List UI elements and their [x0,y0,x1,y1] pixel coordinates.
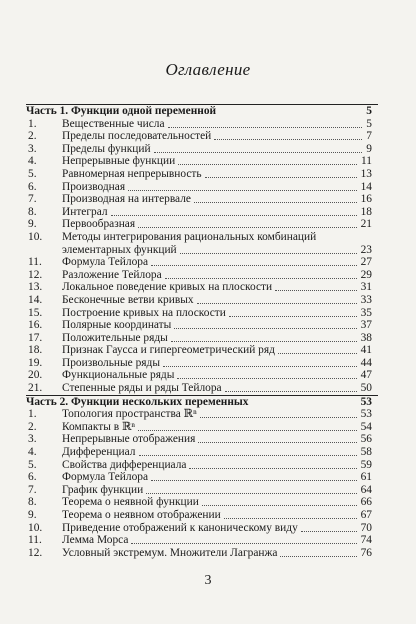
part-page: 53 [360,395,372,408]
entry-title: Степенные ряды и ряды Тейлора [62,382,222,395]
entry-number: 8. [28,496,37,509]
page-title: Оглавление [165,60,251,79]
entry-number: 6. [28,471,37,484]
entry-number: 3. [28,433,37,446]
page-number: 3 [204,573,212,588]
dot-leader [128,190,357,191]
toc-entry [26,168,378,181]
toc-entry [26,332,378,345]
part-page: 5 [366,105,372,117]
entry-page: 13 [360,167,372,180]
toc-entry [26,294,378,307]
entry-page: 23 [360,243,372,256]
entry-number: 2. [28,130,37,143]
entry-number: 11. [28,534,42,547]
entry-page: 31 [360,281,372,294]
entry-page: 76 [360,546,372,559]
toc-entry [26,181,378,194]
entry-title: График функции [62,483,144,496]
entry-page: 14 [360,180,372,193]
toc-entry [26,471,378,484]
entry-page: 61 [360,471,372,484]
entry-page: 59 [360,458,372,471]
entry-number: 6. [28,180,37,193]
entry-number: 12. [28,546,43,559]
entry-title: Равномерная непрерывность [62,167,202,180]
dot-leader [180,253,357,254]
entry-title: Функциональные ряды [62,369,175,382]
toc-entry [26,193,378,206]
dot-leader [229,316,357,317]
entry-title: Приведение отображений к каноническому виду [62,521,298,534]
table-of-contents [26,104,378,559]
entry-number: 1. [28,408,37,421]
dot-leader [154,152,363,153]
toc-entry [26,231,378,256]
toc-entry [26,433,378,446]
entry-title: Локальное поведение кривых на плоскости [62,281,273,294]
entry-title: Условный экстремум. Множители Лагранжа [62,546,278,559]
dot-leader [151,480,357,481]
entry-title: Вещественные числа [62,117,165,130]
entry-page: 33 [360,293,372,306]
toc-entry [26,357,378,370]
entry-number: 13. [28,281,43,294]
entry-page: 53 [360,408,372,421]
entry-page: 47 [360,369,372,382]
dot-leader [214,139,362,140]
toc-entry [26,344,378,357]
entry-title: Первообразная [62,218,136,231]
entry-page: 9 [366,142,372,155]
entry-number: 1. [28,117,37,130]
toc-entry [26,218,378,231]
toc-entry [26,143,378,156]
entry-page: 74 [360,534,372,547]
entry-title: Свойства дифференциала [62,458,187,471]
dot-leader [171,341,357,342]
entry-title: Признак Гаусса и гипергеометрический ряд [62,344,275,357]
part-title: Часть 2. Функции нескольких переменных [26,395,249,408]
dot-leader [138,227,357,228]
dot-leader [200,417,357,418]
entry-title: Производная на интервале [62,193,191,206]
dot-leader [280,556,356,557]
entry-title: Теорема о неявной функции [62,496,199,509]
toc-entry [26,155,378,168]
entry-title: Непрерывные отображения [62,433,196,446]
entry-title: Производная [62,180,126,193]
entry-page: 18 [360,205,372,218]
toc-entry [26,421,378,434]
part-title: Часть 1. Функции одной переменной [26,105,217,117]
entry-title: Положительные ряды [62,331,168,344]
entry-number: 7. [28,483,37,496]
dot-leader [202,505,357,506]
entry-number: 9. [28,509,37,521]
entry-page: 54 [360,420,372,433]
entry-number: 2. [28,420,37,433]
entry-title: Лемма Морса [62,534,129,547]
dot-leader [197,303,357,304]
entry-page: 64 [360,483,372,496]
entry-title: Построение кривых на плоскости [62,306,226,319]
dot-leader [205,177,357,178]
entry-number: 10. [28,230,43,243]
entry-title: Полярные координаты [62,319,172,332]
entry-title: Непрерывные функции [62,155,176,168]
dot-leader [165,278,357,279]
entry-title: Интеграл [62,205,108,218]
dot-leader [111,215,357,216]
part-heading [26,396,378,409]
entry-title: Формула Тейлора [62,471,149,484]
dot-leader [151,265,357,266]
dot-leader [177,378,356,379]
toc-entry [26,408,378,421]
entry-page: 44 [360,356,372,369]
entry-page: 56 [360,433,372,446]
entry-number: 17. [28,331,43,344]
toc-entry [26,382,378,395]
entry-number: 10. [28,521,43,534]
entry-number: 14. [28,293,43,306]
entry-number: 7. [28,193,37,206]
entry-number: 12. [28,268,43,281]
entry-page: 67 [360,509,372,521]
toc-entry [26,369,378,382]
dot-leader [168,127,363,128]
entry-page: 16 [360,193,372,206]
entry-number: 3. [28,142,37,155]
dot-leader [198,442,356,443]
entry-number: 8. [28,205,37,218]
entry-number: 4. [28,155,37,168]
entry-number: 19. [28,356,43,369]
dot-leader [189,468,356,469]
entry-number: 16. [28,319,43,332]
entry-page: 5 [366,117,372,130]
entry-page: 11 [361,155,372,168]
dot-leader [138,430,357,431]
entry-page: 27 [360,256,372,269]
entry-page: 50 [360,382,372,395]
toc-entry [26,484,378,497]
entry-title: Дифференциал [62,446,136,459]
toc-entry [26,459,378,472]
entry-number: 9. [28,218,37,231]
entry-page: 70 [360,521,372,534]
entry-number: 18. [28,344,43,357]
toc-entry [26,206,378,219]
entry-title: Формула Тейлора [62,256,149,269]
dot-leader [224,518,357,519]
entry-page: 29 [360,268,372,281]
toc-entry [26,256,378,269]
entry-title: Пределы функций [62,142,151,155]
entry-number: 5. [28,458,37,471]
entry-number: 11. [28,256,42,269]
entry-page: 21 [360,218,372,231]
dot-leader [131,543,356,544]
dot-leader [139,455,357,456]
entry-page: 58 [360,446,372,459]
toc-entry [26,281,378,294]
entry-title: Разложение Тейлора [62,268,162,281]
dot-leader [278,353,357,354]
entry-number: 15. [28,306,43,319]
entry-page: 7 [366,130,372,143]
entry-title: Произвольные ряды [62,356,160,369]
dot-leader [174,328,356,329]
dot-leader [194,202,357,203]
dot-leader [163,366,357,367]
toc-entry [26,446,378,459]
toc-entry [26,307,378,320]
dot-leader [225,391,357,392]
toc-entry [26,534,378,547]
toc-entry [26,509,378,522]
entry-title: Пределы последовательностей [62,130,212,143]
entry-page: 41 [360,344,372,357]
entry-title: Компакты в ℝⁿ [62,420,136,433]
dot-leader [275,290,357,291]
toc-entry [26,130,378,143]
entry-number: 5. [28,167,37,180]
entry-title: Бесконечные ветви кривых [62,293,194,306]
entry-title: Теорема о неявном отображении [62,509,221,521]
entry-page: 38 [360,331,372,344]
entry-title: Методы интегрирования рациональных комбинаций элементарных функций [62,230,317,256]
toc-entry [26,319,378,332]
dot-leader [178,164,357,165]
entry-number: 4. [28,446,37,459]
part-heading [26,105,378,118]
entry-page: 66 [360,496,372,509]
dot-leader [301,531,357,532]
toc-entry [26,118,378,131]
toc-entry [26,496,378,509]
toc-entry [26,269,378,282]
entry-page: 35 [360,306,372,319]
dot-leader [146,493,356,494]
entry-title: Топология пространства ℝⁿ [62,408,197,421]
entry-number: 20. [28,369,43,382]
entry-number: 21. [28,382,43,395]
toc-entry [26,547,378,560]
entry-page: 37 [360,319,372,332]
toc-entry [26,522,378,535]
